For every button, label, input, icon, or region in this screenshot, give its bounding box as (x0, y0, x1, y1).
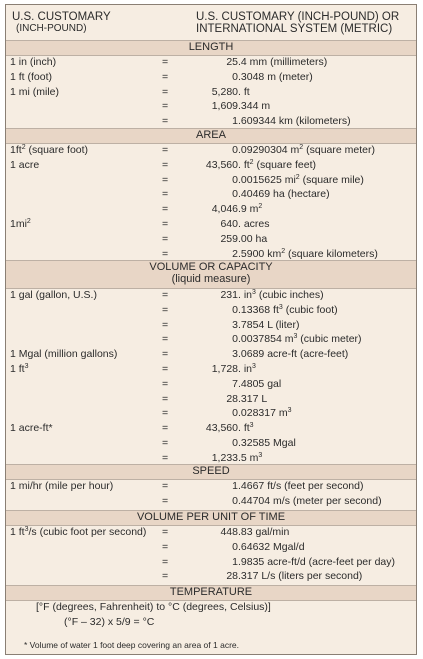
table-header (6, 5, 416, 39)
section-length-title: LENGTH (188, 41, 234, 53)
row-value: 0.0037854 $m^3$ (cubic meter) (232, 333, 362, 346)
row-value: 43,560. $ft^2$ (square feet) (205, 158, 317, 171)
row-label: 1 mi (mile) (10, 85, 59, 98)
label-superscript: 3 (24, 526, 29, 533)
header-right (196, 11, 410, 35)
table-row (6, 570, 416, 583)
row-value: 5,280. ft (211, 85, 250, 98)
equals-sign: = (162, 100, 169, 113)
equals-sign: = (162, 203, 169, 216)
row-value: 259.00 ha (220, 232, 268, 245)
row-value: 3.0689 acre-ft (acre-feet) (232, 348, 349, 361)
section-volume-per-time (6, 510, 416, 526)
row-label: 1 mi/hr (mile per hour) (10, 480, 114, 492)
row-value: 0.028317 $m^3$ (232, 407, 292, 420)
row-value: 1.9835 acre-ft/d (acre-feet per day) (232, 555, 395, 568)
row-label: $1mi^2$ (10, 218, 31, 230)
row-label: 1 acre-ft* (10, 422, 53, 435)
row-value: 0.0015625 $mi^2$ (square mile) (232, 173, 364, 186)
value-superscript: 3 (258, 451, 263, 459)
row-value: 0.64632 Mgal/d (232, 540, 305, 553)
equals-sign: = (162, 318, 169, 331)
equals-sign: = (162, 188, 169, 201)
table-row (6, 289, 416, 302)
row-label: 1 in (inch) (10, 56, 57, 68)
table-row (6, 218, 416, 231)
table-row (6, 159, 416, 172)
value-superscript: 3 (287, 407, 292, 415)
row-value: 0.09290304 $m^2$ (square meter) (232, 144, 375, 156)
table-row (6, 188, 416, 201)
table-row (6, 71, 416, 84)
section-vpt-title: VOLUME PER UNIT OF TIME (136, 511, 286, 523)
row-value: 0.44704 m/s (meter per second) (232, 494, 382, 507)
value-superscript: 2 (249, 158, 254, 166)
equals-sign: = (162, 451, 169, 464)
label-superscript: 3 (24, 363, 29, 370)
row-value: 640. acres (220, 218, 270, 230)
value-superscript: 3 (293, 333, 298, 341)
table-row (6, 480, 416, 493)
table-row (6, 233, 416, 246)
header-right-line1: U.S. CUSTOMARY (INCH-POUND) OR (196, 11, 400, 23)
table-row (6, 203, 416, 216)
equals-sign: = (162, 526, 169, 538)
header-left-title: U.S. CUSTOMARY (12, 11, 111, 23)
table-row (6, 304, 416, 317)
row-value: 0.13368 $ft^3$ (cubic foot) (232, 303, 338, 316)
equals-sign: = (162, 289, 169, 301)
table-row (6, 452, 416, 465)
table-row (6, 348, 416, 361)
section-area (6, 128, 416, 144)
equals-sign: = (162, 56, 169, 68)
row-value: 448.83 gal/min (220, 526, 290, 538)
table-row (6, 378, 416, 391)
row-value: 1.4667 ft/s (feet per second) (232, 480, 364, 492)
row-label: 1 ft (foot) (10, 70, 53, 83)
equals-sign: = (162, 218, 169, 230)
table-row (6, 541, 416, 554)
header-left (12, 11, 111, 35)
section-volume (6, 260, 416, 289)
row-label: $1ft^2$ (square foot) (10, 144, 89, 156)
value-superscript: 3 (278, 303, 283, 311)
equals-sign: = (162, 392, 169, 405)
table-row (6, 248, 416, 261)
equals-sign: = (162, 363, 169, 375)
table-row (6, 393, 416, 406)
label-superscript: 2 (26, 218, 31, 225)
section-speed-title: SPEED (192, 465, 230, 477)
equals-sign: = (162, 70, 169, 83)
equals-sign: = (162, 540, 169, 553)
table-row (6, 422, 416, 435)
label-superscript: 2 (21, 144, 26, 151)
section-volume-subtitle: (liquid measure) (171, 273, 251, 285)
row-label: 1 gal (gallon, U.S.) (10, 289, 97, 301)
section-area-title: AREA (196, 129, 226, 141)
row-value: 2.5900 $km^2$ (square kilometers) (232, 247, 378, 260)
equals-sign: = (162, 85, 169, 98)
table-row (6, 115, 416, 128)
row-value: 28.317 L (226, 392, 268, 405)
equals-sign: = (162, 247, 169, 260)
table-row (6, 86, 416, 99)
value-superscript: 3 (249, 422, 254, 430)
table-row (6, 437, 416, 450)
equals-sign: = (162, 348, 169, 361)
row-value: 43,560. $ft^3$ (205, 422, 254, 435)
row-value: 231. $in^3$ (cubic inches) (220, 289, 324, 301)
equals-sign: = (162, 407, 169, 420)
section-speed (6, 464, 416, 480)
section-volume-title: VOLUME OR CAPACITY (149, 261, 273, 273)
value-superscript: 2 (295, 173, 300, 181)
table-row (6, 556, 416, 569)
equals-sign: = (162, 494, 169, 507)
equals-sign: = (162, 232, 169, 245)
conversion-table (5, 4, 417, 655)
row-label: 1 acre (10, 158, 40, 171)
row-value: 1,233.5 $m^3$ (211, 451, 263, 464)
row-value: 0.3048 m (meter) (232, 70, 313, 83)
table-row (6, 100, 416, 113)
value-superscript: 2 (299, 144, 304, 151)
row-value: 0.32585 Mgal (232, 437, 296, 449)
table-row (6, 407, 416, 420)
equals-sign: = (162, 303, 169, 316)
equals-sign: = (162, 333, 169, 346)
header-left-subtitle: (INCH-POUND) (16, 23, 87, 34)
value-superscript: 3 (252, 363, 256, 370)
temperature-description: [°F (degrees, Fahrenheit) to °C (degrees, Celsius)] (36, 601, 271, 613)
row-label: 1 Mgal (million gallons) (10, 348, 118, 361)
row-value: 0.40469 ha (hectare) (232, 188, 330, 201)
row-value: 1,609.344 m (211, 100, 271, 113)
equals-sign: = (162, 377, 169, 390)
row-value: 7.4805 gal (232, 377, 282, 390)
equals-sign: = (162, 437, 169, 449)
row-value: 3.7854 L (liter) (232, 318, 300, 331)
temperature-formula: (°F – 32) x 5/9 = °C (64, 616, 155, 628)
equals-sign: = (162, 422, 169, 435)
equals-sign: = (162, 480, 169, 492)
row-value: 25.4 mm (millimeters) (226, 56, 328, 68)
table-row (6, 144, 416, 157)
value-superscript: 3 (252, 289, 256, 296)
row-value: 4,046.9 $m^2$ (211, 203, 263, 216)
equals-sign: = (162, 173, 169, 186)
section-length (6, 40, 416, 56)
table-row (6, 495, 416, 508)
header-right-line2: INTERNATIONAL SYSTEM (METRIC) (196, 23, 393, 35)
section-temperature-title: TEMPERATURE (169, 586, 253, 598)
equals-sign: = (162, 570, 169, 583)
row-label: 1 $ft^3/s$ (cubic foot per second) (10, 526, 147, 538)
equals-sign: = (162, 158, 169, 171)
value-superscript: 2 (281, 247, 286, 255)
row-value: 1,728. $in^3$ (211, 363, 256, 375)
table-row (6, 363, 416, 376)
equals-sign: = (162, 144, 169, 156)
row-value: 1.609344 km (kilometers) (232, 115, 351, 128)
footnote: * Volume of water 1 foot deep covering an area of 1 acre. (24, 640, 239, 650)
value-superscript: 2 (258, 203, 263, 211)
table-row (6, 319, 416, 332)
equals-sign: = (162, 115, 169, 128)
table-row (6, 56, 416, 69)
section-temperature (6, 585, 416, 601)
row-label: 1 $ft^3$ (10, 363, 29, 375)
table-row (6, 526, 416, 539)
row-value: 28.317 L/s (liters per second) (226, 570, 363, 583)
equals-sign: = (162, 555, 169, 568)
table-row (6, 174, 416, 187)
table-row (6, 333, 416, 346)
